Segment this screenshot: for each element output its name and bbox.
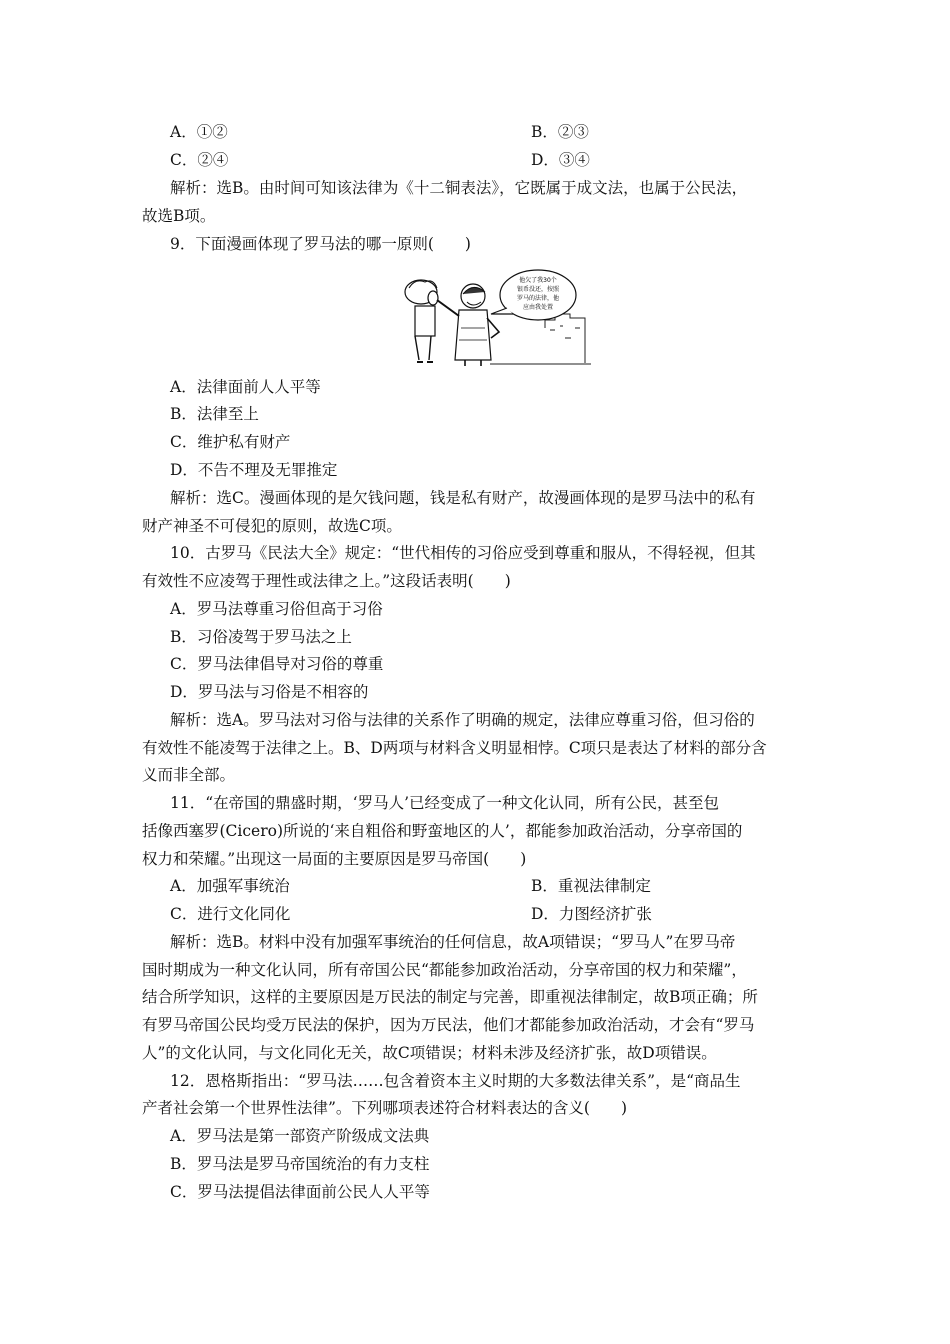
q11-analysis-line: 人”的文化认同，与文化同化无关，故C项错误；材料未涉及经济扩张，故D项错误。: [142, 1044, 717, 1062]
q11-option-b: B．重视法律制定: [531, 877, 651, 895]
q10-analysis-line: 解析：选A。罗马法对习俗与法律的关系作了明确的规定，法律应尊重习俗，但习俗的: [170, 711, 755, 729]
q9-option-a: A．法律面前人人平等: [170, 378, 321, 396]
q11-stem: 权力和荣耀。”出现这一局面的主要原因是罗马帝国( ): [142, 850, 527, 868]
q12-stem: 12．恩格斯指出：“罗马法……包含着资本主义时期的大多数法律关系”，是“商品生: [170, 1072, 741, 1090]
q8-option-c: C．②④: [170, 151, 229, 169]
bubble-text: 银币没还，按照: [516, 286, 560, 293]
q12-option-b: B．罗马法是罗马帝国统治的有力支柱: [170, 1155, 430, 1173]
q9-option-c: C．维护私有财产: [170, 433, 291, 451]
q9-stem: 9．下面漫画体现了罗马法的哪一原则( ): [170, 235, 471, 253]
q8-option-a: A．①②: [170, 123, 228, 141]
q11-stem: 11．“在帝国的鼎盛时期，‘罗马人’已经变成了一种文化认同，所有公民，甚至包: [170, 794, 720, 812]
q11-analysis-line: 国时期成为一种文化认同，所有帝国公民“都能参加政治活动，分享帝国的权力和荣耀”，: [142, 961, 747, 979]
q11-analysis-line: 结合所学知识，这样的主要原因是万民法的制定与完善，即重视法律制定，故B项正确；所: [142, 988, 758, 1006]
q12-option-a: A．罗马法是第一部资产阶级成文法典: [170, 1127, 430, 1145]
q8-analysis-line: 故选B项。: [142, 207, 216, 225]
q10-option-c: C．罗马法律倡导对习俗的尊重: [170, 655, 384, 673]
q10-stem: 10．古罗马《民法大全》规定：“世代相传的习俗应受到尊重和服从，不得轻视，但其: [170, 544, 756, 562]
q8-option-b: B．②③: [531, 123, 589, 141]
roman-law-cartoon: [395, 268, 595, 370]
q9-analysis-line: 解析：选C。漫画体现的是欠钱问题，钱是私有财产，故漫画体现的是罗马法中的私有: [170, 489, 756, 507]
q11-stem: 括像西塞罗(Cicero)所说的‘来自粗俗和野蛮地区的人’，都能参加政治活动，分享帝国的: [142, 822, 743, 840]
q9-option-d: D．不告不理及无罪推定: [170, 461, 338, 479]
q11-analysis-line: 解析：选B。材料中没有加强军事统治的任何信息，故A项错误；“罗马人”在罗马帝: [170, 933, 736, 951]
q8-analysis-line: 解析：选B。由时间可知该法律为《十二铜表法》，它既属于成文法，也属于公民法，: [170, 179, 748, 197]
q10-analysis-line: 有效性不能凌驾于法律之上。B、D两项与材料含义明显相悖。C项只是表达了材料的部分含: [142, 739, 767, 757]
q11-option-d: D．力图经济扩张: [531, 905, 652, 923]
q11-option-a: A．加强军事统治: [170, 877, 290, 895]
q10-option-b: B．习俗凌驾于罗马法之上: [170, 628, 352, 646]
q11-option-c: C．进行文化同化: [170, 905, 291, 923]
q12-stem: 产者社会第一个世界性法律”。下列哪项表述符合材料表达的含义( ): [142, 1099, 628, 1117]
q10-option-d: D．罗马法与习俗是不相容的: [170, 683, 369, 701]
q9-analysis-line: 财产神圣不可侵犯的原则，故选C项。: [142, 517, 402, 535]
q11-analysis-line: 有罗马帝国公民均受万民法的保护，因为万民法，他们才都能参加政治活动，才会有“罗马: [142, 1016, 755, 1034]
q9-option-b: B．法律至上: [170, 405, 259, 423]
q10-stem: 有效性不应凌驾于理性或法律之上。”这段话表明( ): [142, 572, 511, 590]
q10-option-a: A．罗马法尊重习俗但高于习俗: [170, 600, 383, 618]
q10-analysis-line: 义而非全部。: [142, 766, 236, 784]
bubble-text: 他欠了我30个: [519, 277, 557, 284]
bubble-text: 应由我处置: [522, 304, 554, 311]
q12-option-c: C．罗马法提倡法律面前公民人人平等: [170, 1183, 430, 1201]
bubble-text: 罗马的法律，他: [516, 295, 560, 302]
q8-option-d: D．③④: [531, 151, 590, 169]
